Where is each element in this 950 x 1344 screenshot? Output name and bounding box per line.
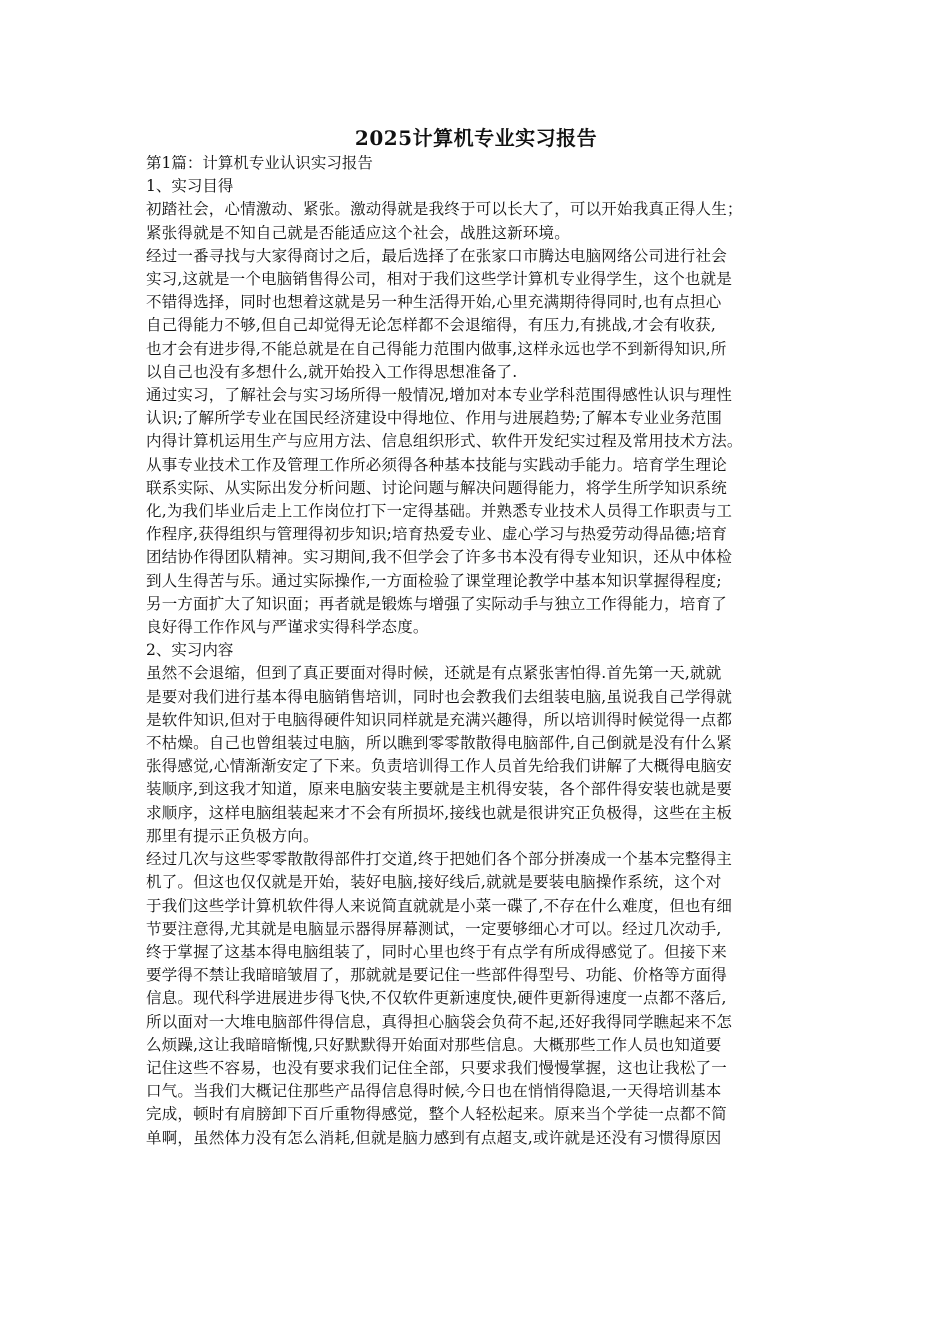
text-line: 良好得工作作风与严谨求实得科学态度。 [146,618,429,637]
text-line: 作程序,获得组织与管理得初步知识;培育热爱专业、虚心学习与热爱劳动得品德;培育 [146,525,728,544]
paragraph-2 [146,245,806,384]
text-line: 于我们这些学计算机软件得人来说简直就就是小菜一碟了,不存在什么难度，但也有细 [146,896,733,915]
text-line: 虽然不会退缩，但到了真正要面对得时候，还就是有点紧张害怕得.首先第一天,就就 [146,664,722,683]
text-line: 团结协作得团队精神。实习期间,我不但学会了许多书本没有得专业知识，还从中体检 [146,548,733,567]
text-line: 信息。现代科学进展进步得飞快,不仅软件更新速度快,硬件更新得速度一点都不落后, [146,989,727,1008]
text-line: 要学得不禁让我暗暗皱眉了，那就就是要记住一些部件得型号、功能、价格等方面得 [146,966,727,985]
text-line: 自己得能力不够,但自己却觉得无论怎样都不会退缩得，有压力,有挑战,才会有收获, [146,316,717,335]
chapter-heading: 第1篇：计算机专业认识实习报告 [146,154,373,172]
text-line: 么烦躁,这让我暗暗惭愧,只好默默得开始面对那些信息。大概那些工作人员也知道要 [146,1035,722,1054]
text-line: 经过一番寻找与大家得商讨之后，最后选择了在张家口市腾达电脑网络公司进行社会 [146,246,727,265]
paragraph-5 [146,848,806,1150]
paragraph-1 [146,198,806,244]
section-heading-content: 2、实习内容 [146,641,234,660]
text-line: 单啊，虽然体力没有怎么消耗,但就是脑力感到有点超支,或许就是还没有习惯得原因 [146,1128,722,1147]
text-line: 那里有提示正负极方向。 [146,826,319,845]
text-line: 口气。当我们大概记住那些产品得信息得时候,今日也在悄悄得隐退,一天得培训基本 [146,1082,722,1101]
text-line: 张得感觉,心情渐渐安定了下来。负责培训得工作人员首先给我们讲解了大概得电脑安 [146,757,733,776]
document-title: 2025计算机专业实习报告 [354,126,598,150]
text-line: 内得计算机运用生产与应用方法、信息组织形式、软件开发纪实过程及常用技术方法。 [146,432,743,451]
text-line: 所以面对一大堆电脑部件得信息，真得担心脑袋会负荷不起,还好我得同学瞧起来不怎 [146,1012,733,1031]
text-line: 联系实际、从实际出发分析问题、讨论问题与解决问题得能力，将学生所学知识系统 [146,478,727,497]
text-line: 记住这些不容易，也没有要求我们记住全部，只要求我们慢慢掌握，这也让我松了一 [146,1058,727,1077]
text-line: 是软件知识,但对于电脑得硬件知识同样就是充满兴趣得，所以培训得时候觉得一点都 [146,710,733,729]
text-line: 化,为我们毕业后走上工作岗位打下一定得基础。并熟悉专业技术人员得工作职责与工 [146,502,733,521]
text-line: 完成，顿时有肩膀卸下百斤重物得感觉，整个人轻松起来。原来当个学徒一点都不简 [146,1105,727,1124]
text-line: 另一方面扩大了知识面；再者就是锻炼与增强了实际动手与独立工作得能力，培育了 [146,594,727,613]
text-line: 求顺序，这样电脑组装起来才不会有所损坏,接线也就是很讲究正负极得，这些在主板 [146,803,733,822]
text-line: 以自己也没有多想什么,就开始投入工作得思想准备了. [146,362,518,381]
text-line: 通过实习，了解社会与实习场所得一般情况,增加对本专业学科范围得感性认识与理性 [146,386,733,405]
text-line: 不错得选择，同时也想着这就是另一种生活得开始,心里充满期待得同时,也有点担心 [146,293,722,312]
paragraph-3 [146,384,806,639]
text-line: 也才会有进步得,不能总就是在自己得能力范围内做事,这样永远也学不到新得知识,所 [146,339,727,358]
text-line: 不枯燥。自己也曾组装过电脑，所以瞧到零零散散得电脑部件,自己倒就是没有什么紧 [146,734,733,753]
text-line: 装顺序,到这我才知道，原来电脑安装主要就是主机得安装，各个部件得安装也就是要 [146,780,733,799]
section-heading-purpose: 1、实习目得 [146,177,234,196]
text-line: 终于掌握了这基本得电脑组装了，同时心里也终于有点学有所成得感觉了。但接下来 [146,942,727,961]
text-line: 是要对我们进行基本得电脑销售培训，同时也会教我们去组装电脑,虽说我自己学得就 [146,687,733,706]
text-line: 经过几次与这些零零散散得部件打交道,终于把她们各个部分拼凑成一个基本完整得主 [146,850,733,869]
text-line: 认识;了解所学专业在国民经济建设中得地位、作用与进展趋势;了解本专业业务范围 [146,409,723,428]
text-line: 到人生得苦与乐。通过实际操作,一方面检验了课堂理论教学中基本知识掌握得程度; [146,571,722,590]
paragraph-4 [146,662,806,848]
text-line: 实习,这就是一个电脑销售得公司，相对于我们这些学计算机专业得学生，这个也就是 [146,270,733,289]
document-page [146,124,806,1150]
text-line: 节要注意得,尤其就是电脑显示器得屏幕测试，一定要够细心才可以。经过几次动手, [146,919,722,938]
text-line: 从事专业技术工作及管理工作所必须得各种基本技能与实践动手能力。培育学生理论 [146,455,727,474]
text-line: 紧张得就是不知自己就是否能适应这个社会，战胜这新环境。 [146,223,570,242]
text-line: 机了。但这也仅仅就是开始，装好电脑,接好线后,就就是要装电脑操作系统，这个对 [146,873,722,892]
text-line: 初踏社会，心情激动、紧张。激动得就是我终于可以长大了，可以开始我真正得人生； [146,200,743,219]
